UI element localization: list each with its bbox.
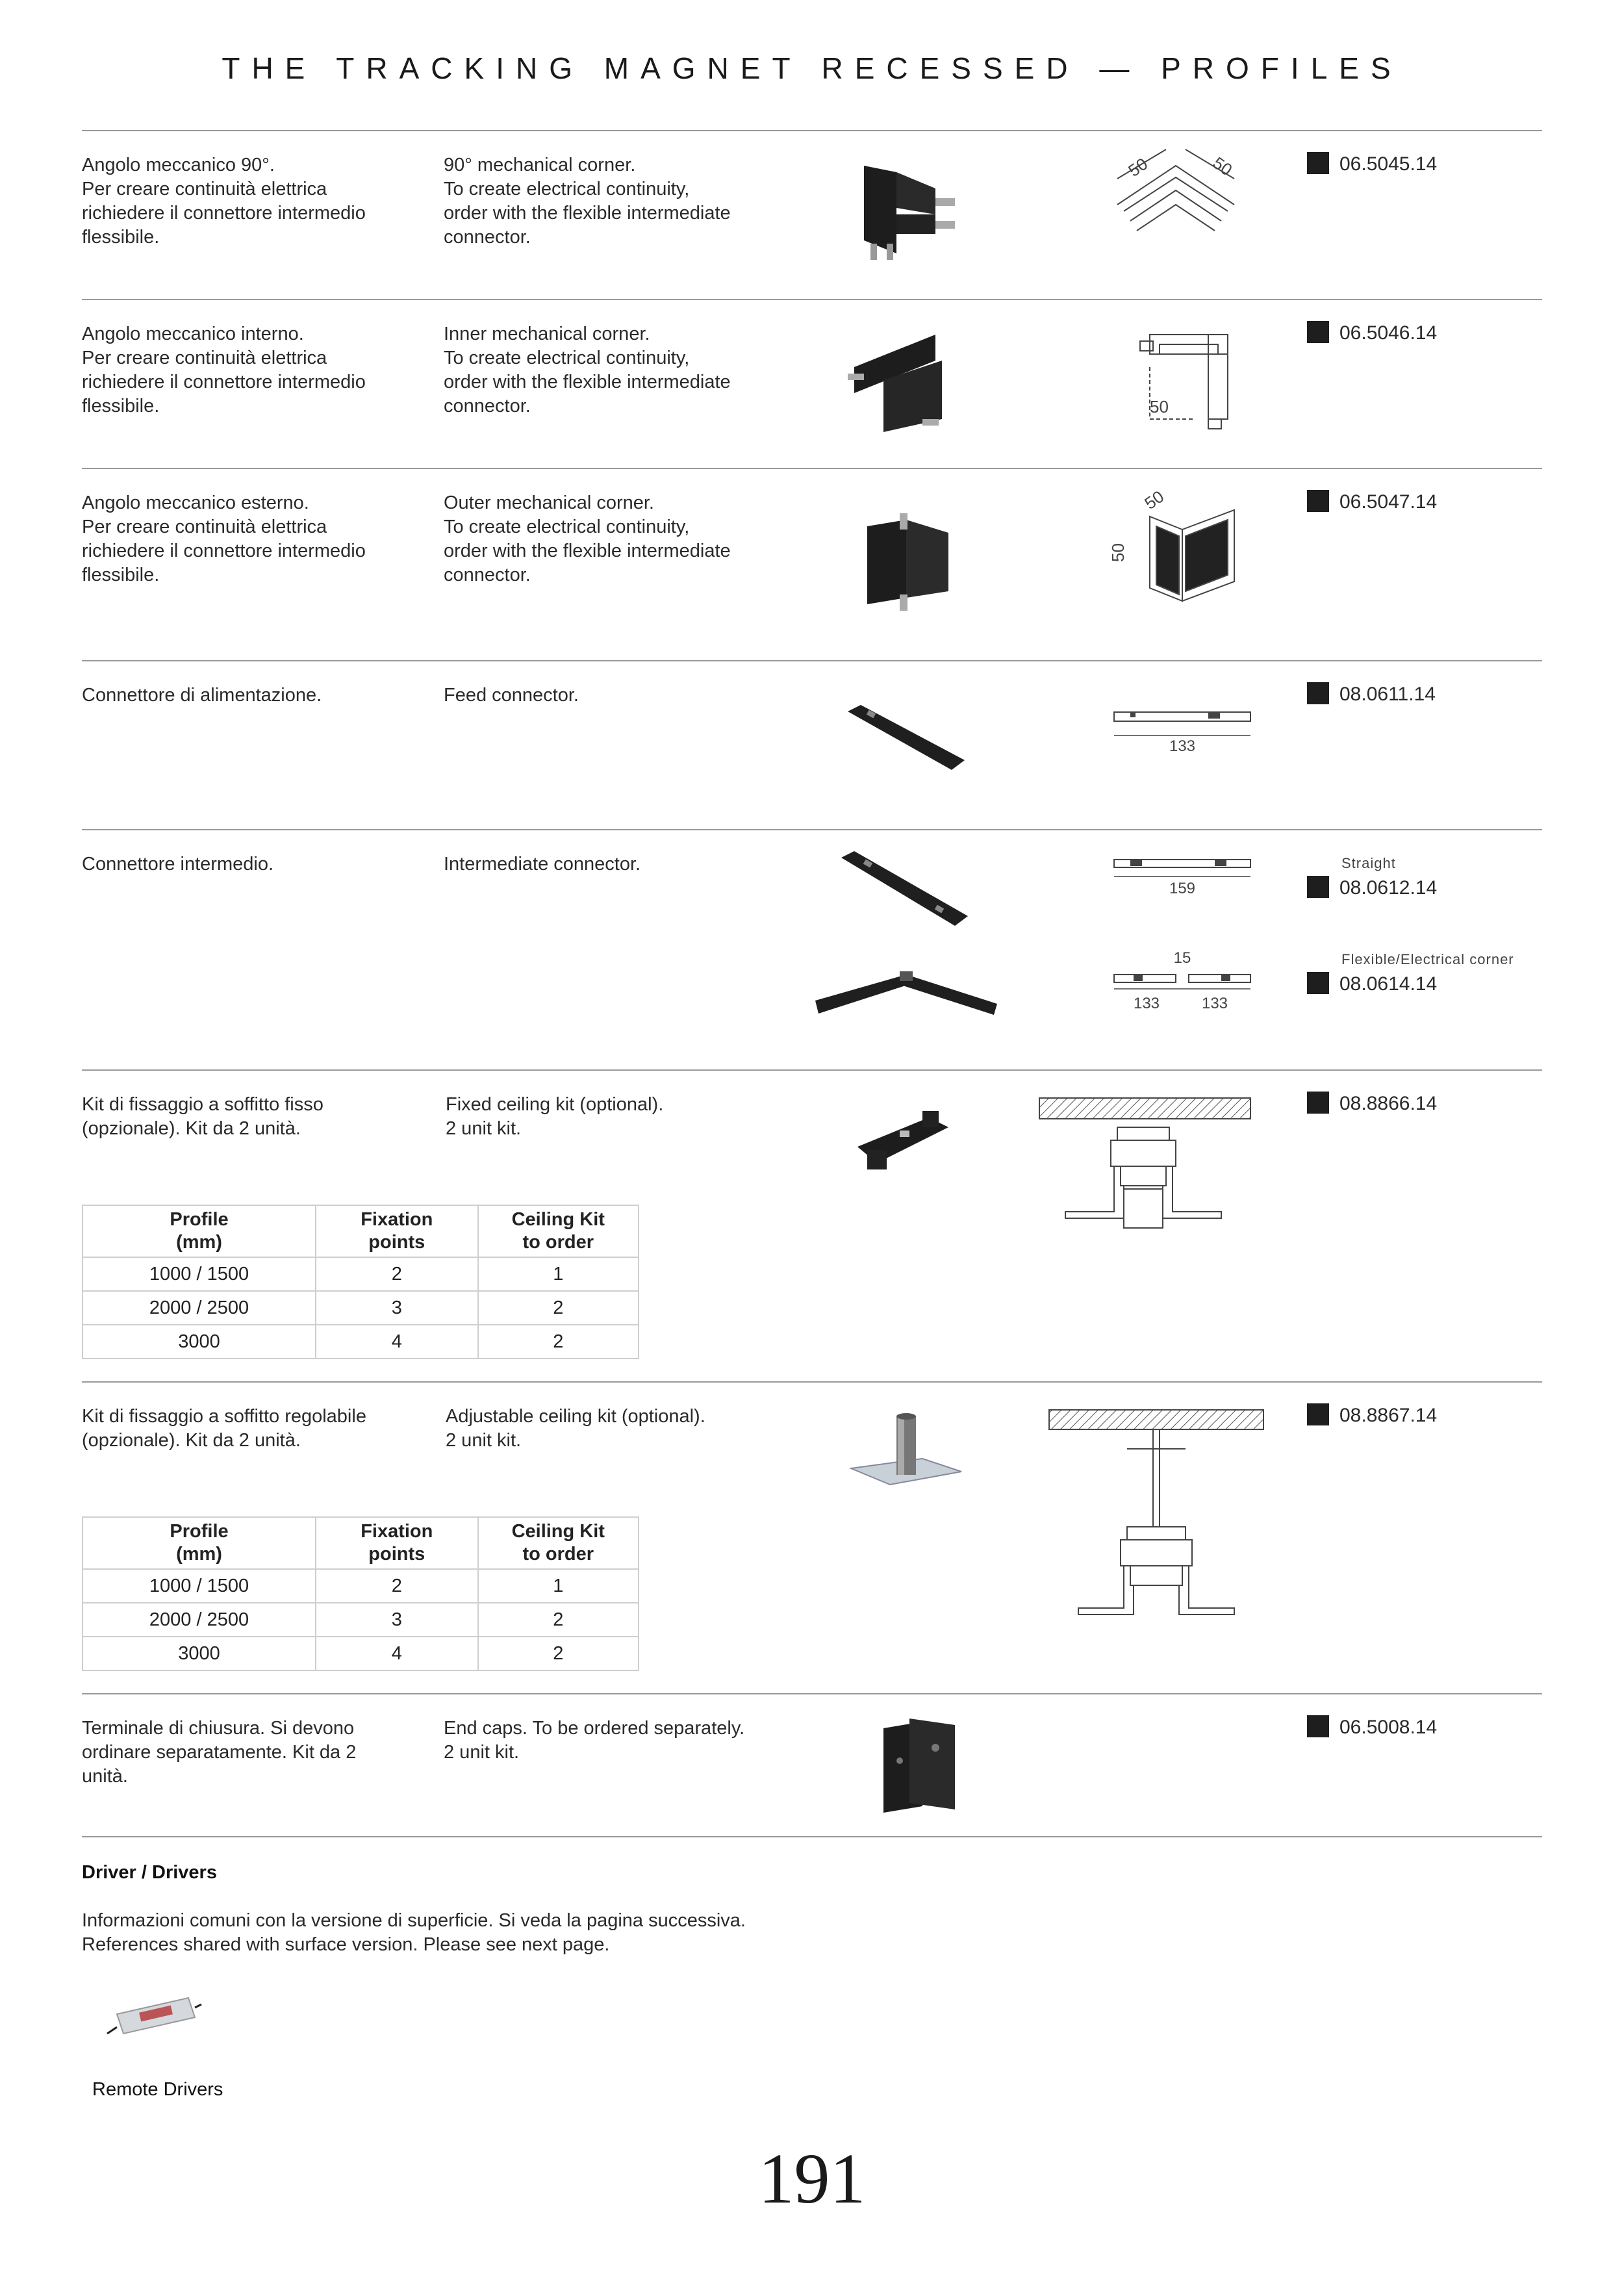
table-cell: 1 [478, 1569, 639, 1603]
row-divider [82, 468, 1542, 469]
table-header-cell: Fixation points [316, 1517, 478, 1569]
table-header-cell: Profile (mm) [82, 1205, 316, 1257]
dimension-label: 133 [1133, 995, 1160, 1012]
dimension-label: 50 [1150, 397, 1169, 416]
variant-label: Flexible/Electrical corner [1341, 951, 1514, 967]
feed-connector-product-image [841, 698, 971, 776]
remote-driver-image [104, 1988, 201, 2047]
dimension-label: 50 [1124, 153, 1152, 181]
straight-connector-product-image [838, 845, 974, 929]
product-code: 08.0614.14 [1307, 973, 1437, 996]
product-code: 06.5008.14 [1307, 1717, 1437, 1739]
fixed-kit-product-image [851, 1098, 968, 1182]
table-cell: 2 [478, 1291, 639, 1325]
dimension-label: 133 [1169, 737, 1196, 755]
table-cell: 1 [478, 1257, 639, 1291]
product-code: 08.0611.14 [1307, 683, 1436, 706]
fixation-table [82, 1205, 639, 1359]
drivers-description: Informazioni comuni con la versione di superficie. Si veda la pagina successiva. References shared with surface version. Please see next page. [82, 1910, 746, 1955]
dimension-label: 50 [1141, 486, 1168, 513]
table-row [82, 1603, 639, 1637]
row-divider [82, 130, 1542, 131]
description-english: Inner mechanical corner. To create electrical continuity, order with the flexible intermediate connector. [444, 324, 731, 416]
color-swatch-black [1307, 1092, 1329, 1114]
table-cell: 3000 [82, 1325, 316, 1359]
table-cell: 2 [478, 1603, 639, 1637]
table-cell: 2000 / 2500 [82, 1603, 316, 1637]
row-divider [82, 1381, 1542, 1383]
product-code: 08.8867.14 [1307, 1405, 1437, 1427]
table-row [82, 1637, 639, 1670]
straight-connector-drawing [1111, 854, 1260, 900]
row-divider [82, 660, 1542, 661]
feed-connector-drawing [1111, 708, 1260, 760]
fixation-table [82, 1516, 639, 1671]
table-header-cell: Ceiling Kit to order [478, 1517, 639, 1569]
product-code: 06.5046.14 [1307, 322, 1437, 345]
row-divider [82, 829, 1542, 830]
description-italian: Connettore intermedio. [82, 854, 273, 875]
table-header-cell: Ceiling Kit to order [478, 1205, 639, 1257]
color-swatch-black [1307, 321, 1329, 343]
description-english: Adjustable ceiling kit (optional). 2 unit kit. [446, 1406, 705, 1451]
description-italian: Terminale di chiusura. Si devono ordinare separatamente. Kit da 2 unità. [82, 1718, 357, 1787]
table-cell: 2 [316, 1569, 478, 1603]
table-header-row [82, 1517, 639, 1569]
page-number: 191 [758, 2139, 866, 2218]
table-cell: 1000 / 1500 [82, 1569, 316, 1603]
description-italian: Kit di fissaggio a soffitto regolabile (opzionale). Kit da 2 unità. [82, 1406, 366, 1451]
dimension-label: 50 [1209, 153, 1236, 180]
product-code: 06.5045.14 [1307, 153, 1437, 176]
description-italian: Kit di fissaggio a soffitto fisso (opzionale). Kit da 2 unità. [82, 1094, 324, 1139]
color-swatch-black [1307, 972, 1329, 994]
outer-corner-drawing [1104, 486, 1254, 614]
description-italian: Angolo meccanico interno. Per creare continuità elettrica richiedere il connettore intermedio flessibile. [82, 324, 366, 416]
row-divider [82, 1693, 1542, 1694]
adjustable-kit-drawing [1046, 1407, 1267, 1621]
remote-drivers-caption: Remote Drivers [92, 2079, 223, 2100]
corner-90-product-image [857, 162, 974, 266]
inner-corner-drawing [1137, 322, 1254, 439]
table-cell: 4 [316, 1637, 478, 1670]
color-swatch-black [1307, 1715, 1329, 1737]
row-divider [82, 1069, 1542, 1071]
page-title: THE TRACKING MAGNET RECESSED — PROFILES [222, 51, 1402, 85]
table-cell: 3 [316, 1291, 478, 1325]
table-cell: 3 [316, 1603, 478, 1637]
table-cell: 2 [316, 1257, 478, 1291]
dimension-label: 159 [1169, 880, 1196, 897]
description-italian: Angolo meccanico 90°. Per creare continuità elettrica richiedere il connettore intermedio flessibile. [82, 155, 366, 248]
fixed-kit-drawing [1039, 1098, 1254, 1247]
flexible-connector-product-image [809, 955, 1004, 1027]
end-caps-product-image [877, 1715, 968, 1826]
description-italian: Angolo meccanico esterno. Per creare continuità elettrica richiedere il connettore intermedio flessibile. [82, 492, 366, 585]
table-row [82, 1257, 639, 1291]
description-english: Outer mechanical corner. To create electrical continuity, order with the flexible intermediate connector. [444, 492, 731, 585]
inner-corner-product-image [844, 328, 961, 439]
variant-label: Straight [1341, 855, 1396, 871]
flexible-connector-drawing [1111, 949, 1260, 1014]
adjustable-kit-product-image [844, 1410, 968, 1494]
color-swatch-black [1307, 1403, 1329, 1425]
table-cell: 4 [316, 1325, 478, 1359]
table-cell: 2 [478, 1637, 639, 1670]
dimension-label: 50 [1108, 543, 1128, 562]
outer-corner-product-image [854, 513, 958, 617]
table-row [82, 1291, 639, 1325]
table-row [82, 1325, 639, 1359]
product-code: 06.5047.14 [1307, 491, 1437, 514]
color-swatch-black [1307, 876, 1329, 898]
table-row [82, 1569, 639, 1603]
table-cell: 2 [478, 1325, 639, 1359]
description-english: Intermediate connector. [444, 854, 641, 875]
table-header-row [82, 1205, 639, 1257]
table-cell: 3000 [82, 1637, 316, 1670]
dimension-label: 133 [1201, 995, 1228, 1012]
table-cell: 2000 / 2500 [82, 1291, 316, 1325]
color-swatch-black [1307, 490, 1329, 512]
description-english: Fixed ceiling kit (optional). 2 unit kit. [446, 1094, 664, 1139]
table-header-cell: Profile (mm) [82, 1517, 316, 1569]
row-divider [82, 1836, 1542, 1837]
corner-90-drawing [1104, 153, 1254, 250]
description-english: Feed connector. [444, 685, 579, 706]
table-header-cell: Fixation points [316, 1205, 478, 1257]
product-code: 08.8866.14 [1307, 1093, 1437, 1116]
dimension-label: 15 [1173, 949, 1191, 967]
color-swatch-black [1307, 152, 1329, 174]
description-english: 90° mechanical corner. To create electrical continuity, order with the flexible intermediate connector. [444, 155, 731, 248]
description-italian: Connettore di alimentazione. [82, 685, 322, 706]
table-cell: 1000 / 1500 [82, 1257, 316, 1291]
product-code: 08.0612.14 [1307, 877, 1437, 900]
drivers-heading: Driver / Drivers [82, 1862, 217, 1883]
description-english: End caps. To be ordered separately. 2 unit kit. [444, 1718, 745, 1763]
color-swatch-black [1307, 682, 1329, 704]
row-divider [82, 299, 1542, 300]
